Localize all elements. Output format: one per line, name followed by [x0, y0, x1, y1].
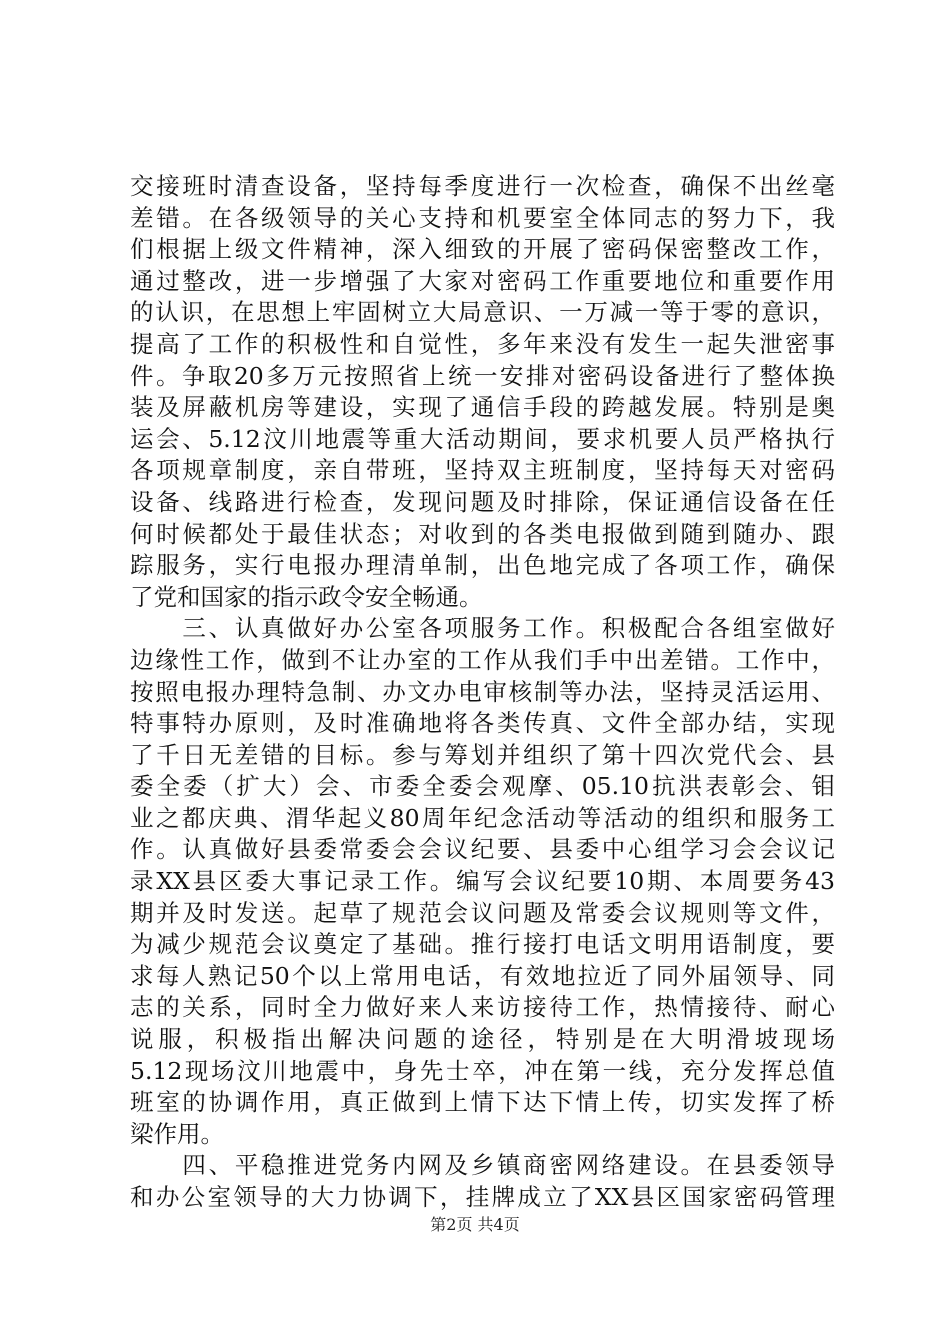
body-text — [130, 171, 835, 1214]
text-line: 了千日无差错的目标。参与筹划并组织了第十四次党代会、县 — [130, 740, 835, 769]
text-line: 三、认真做好办公室各项服务工作。积极配合各组室做好 — [130, 614, 835, 643]
page-footer: 第2页 共4页 — [430, 1215, 520, 1234]
text-line: 提高了工作的积极性和自觉性，多年来没有发生一起失泄密事 — [130, 329, 835, 358]
text-line: 业之都庆典、渭华起义80周年纪念活动等活动的组织和服务工 — [130, 803, 835, 832]
text-line: 委全委（扩大）会、市委全委会观摩、05.10抗洪表彰会、钼 — [130, 772, 835, 801]
text-line: 差错。在各级领导的关心支持和机要室全体同志的努力下，我 — [130, 203, 835, 232]
text-line: 梁作用。 — [130, 1119, 224, 1148]
text-line: 志的关系，同时全力做好来人来访接待工作，热情接待、耐心 — [130, 993, 835, 1022]
text-line: 为减少规范会议奠定了基础。推行接打电话文明用语制度，要 — [130, 930, 835, 959]
text-line: 录XX县区委大事记录工作。编写会议纪要10期、本周要务43 — [130, 867, 835, 896]
text-line: 作。认真做好县委常委会会议纪要、县委中心组学习会会议记 — [130, 835, 835, 864]
text-line: 的认识，在思想上牢固树立大局意识、一万减一等于零的意识， — [130, 298, 835, 327]
text-line: 装及屏蔽机房等建设，实现了通信手段的跨越发展。特别是奥 — [130, 393, 835, 422]
text-line: 了党和国家的指示政令安全畅通。 — [130, 582, 483, 611]
text-line: 件。争取20多万元按照省上统一安排对密码设备进行了整体换 — [130, 361, 835, 390]
text-line: 班室的协调作用，真正做到上情下达下情上传，切实发挥了桥 — [130, 1088, 835, 1117]
text-line: 各项规章制度，亲自带班，坚持双主班制度，坚持每天对密码 — [130, 456, 835, 485]
text-line: 四、平稳推进党务内网及乡镇商密网络建设。在县委领导 — [130, 1151, 835, 1180]
text-line: 和办公室领导的大力协调下，挂牌成立了XX县区国家密码管理 — [130, 1183, 835, 1211]
text-line: 边缘性工作，做到不让办室的工作从我们手中出差错。工作中， — [130, 645, 835, 674]
text-line: 通过整改，进一步增强了大家对密码工作重要地位和重要作用 — [130, 266, 835, 295]
text-line: 们根据上级文件精神，深入细致的开展了密码保密整改工作， — [130, 235, 835, 264]
text-line: 设备、线路进行检查，发现问题及时排除，保证通信设备在任 — [130, 487, 835, 516]
text-line: 踪服务，实行电报办理清单制，出色地完成了各项工作，确保 — [130, 551, 835, 580]
text-line: 说服，积极指出解决问题的途径，特别是在大明滑坡现场 — [130, 1025, 835, 1054]
text-line: 按照电报办理特急制、办文办电审核制等办法，坚持灵活运用、 — [130, 677, 835, 706]
text-line: 5.12现场汶川地震中，身先士卒，冲在第一线，充分发挥总值 — [130, 1056, 835, 1085]
text-line: 求每人熟记50个以上常用电话，有效地拉近了同外届领导、同 — [130, 961, 835, 990]
text-line: 交接班时清查设备，坚持每季度进行一次检查，确保不出丝毫 — [130, 172, 835, 200]
text-line: 运会、5.12汶川地震等重大活动期间，要求机要人员严格执行 — [130, 424, 835, 453]
text-line: 期并及时发送。起草了规范会议问题及常委会议规则等文件， — [130, 898, 835, 927]
text-line: 何时候都处于最佳状态；对收到的各类电报做到随到随办、跟 — [130, 519, 835, 548]
text-line: 特事特办原则，及时准确地将各类传真、文件全部办结，实现 — [130, 709, 835, 738]
